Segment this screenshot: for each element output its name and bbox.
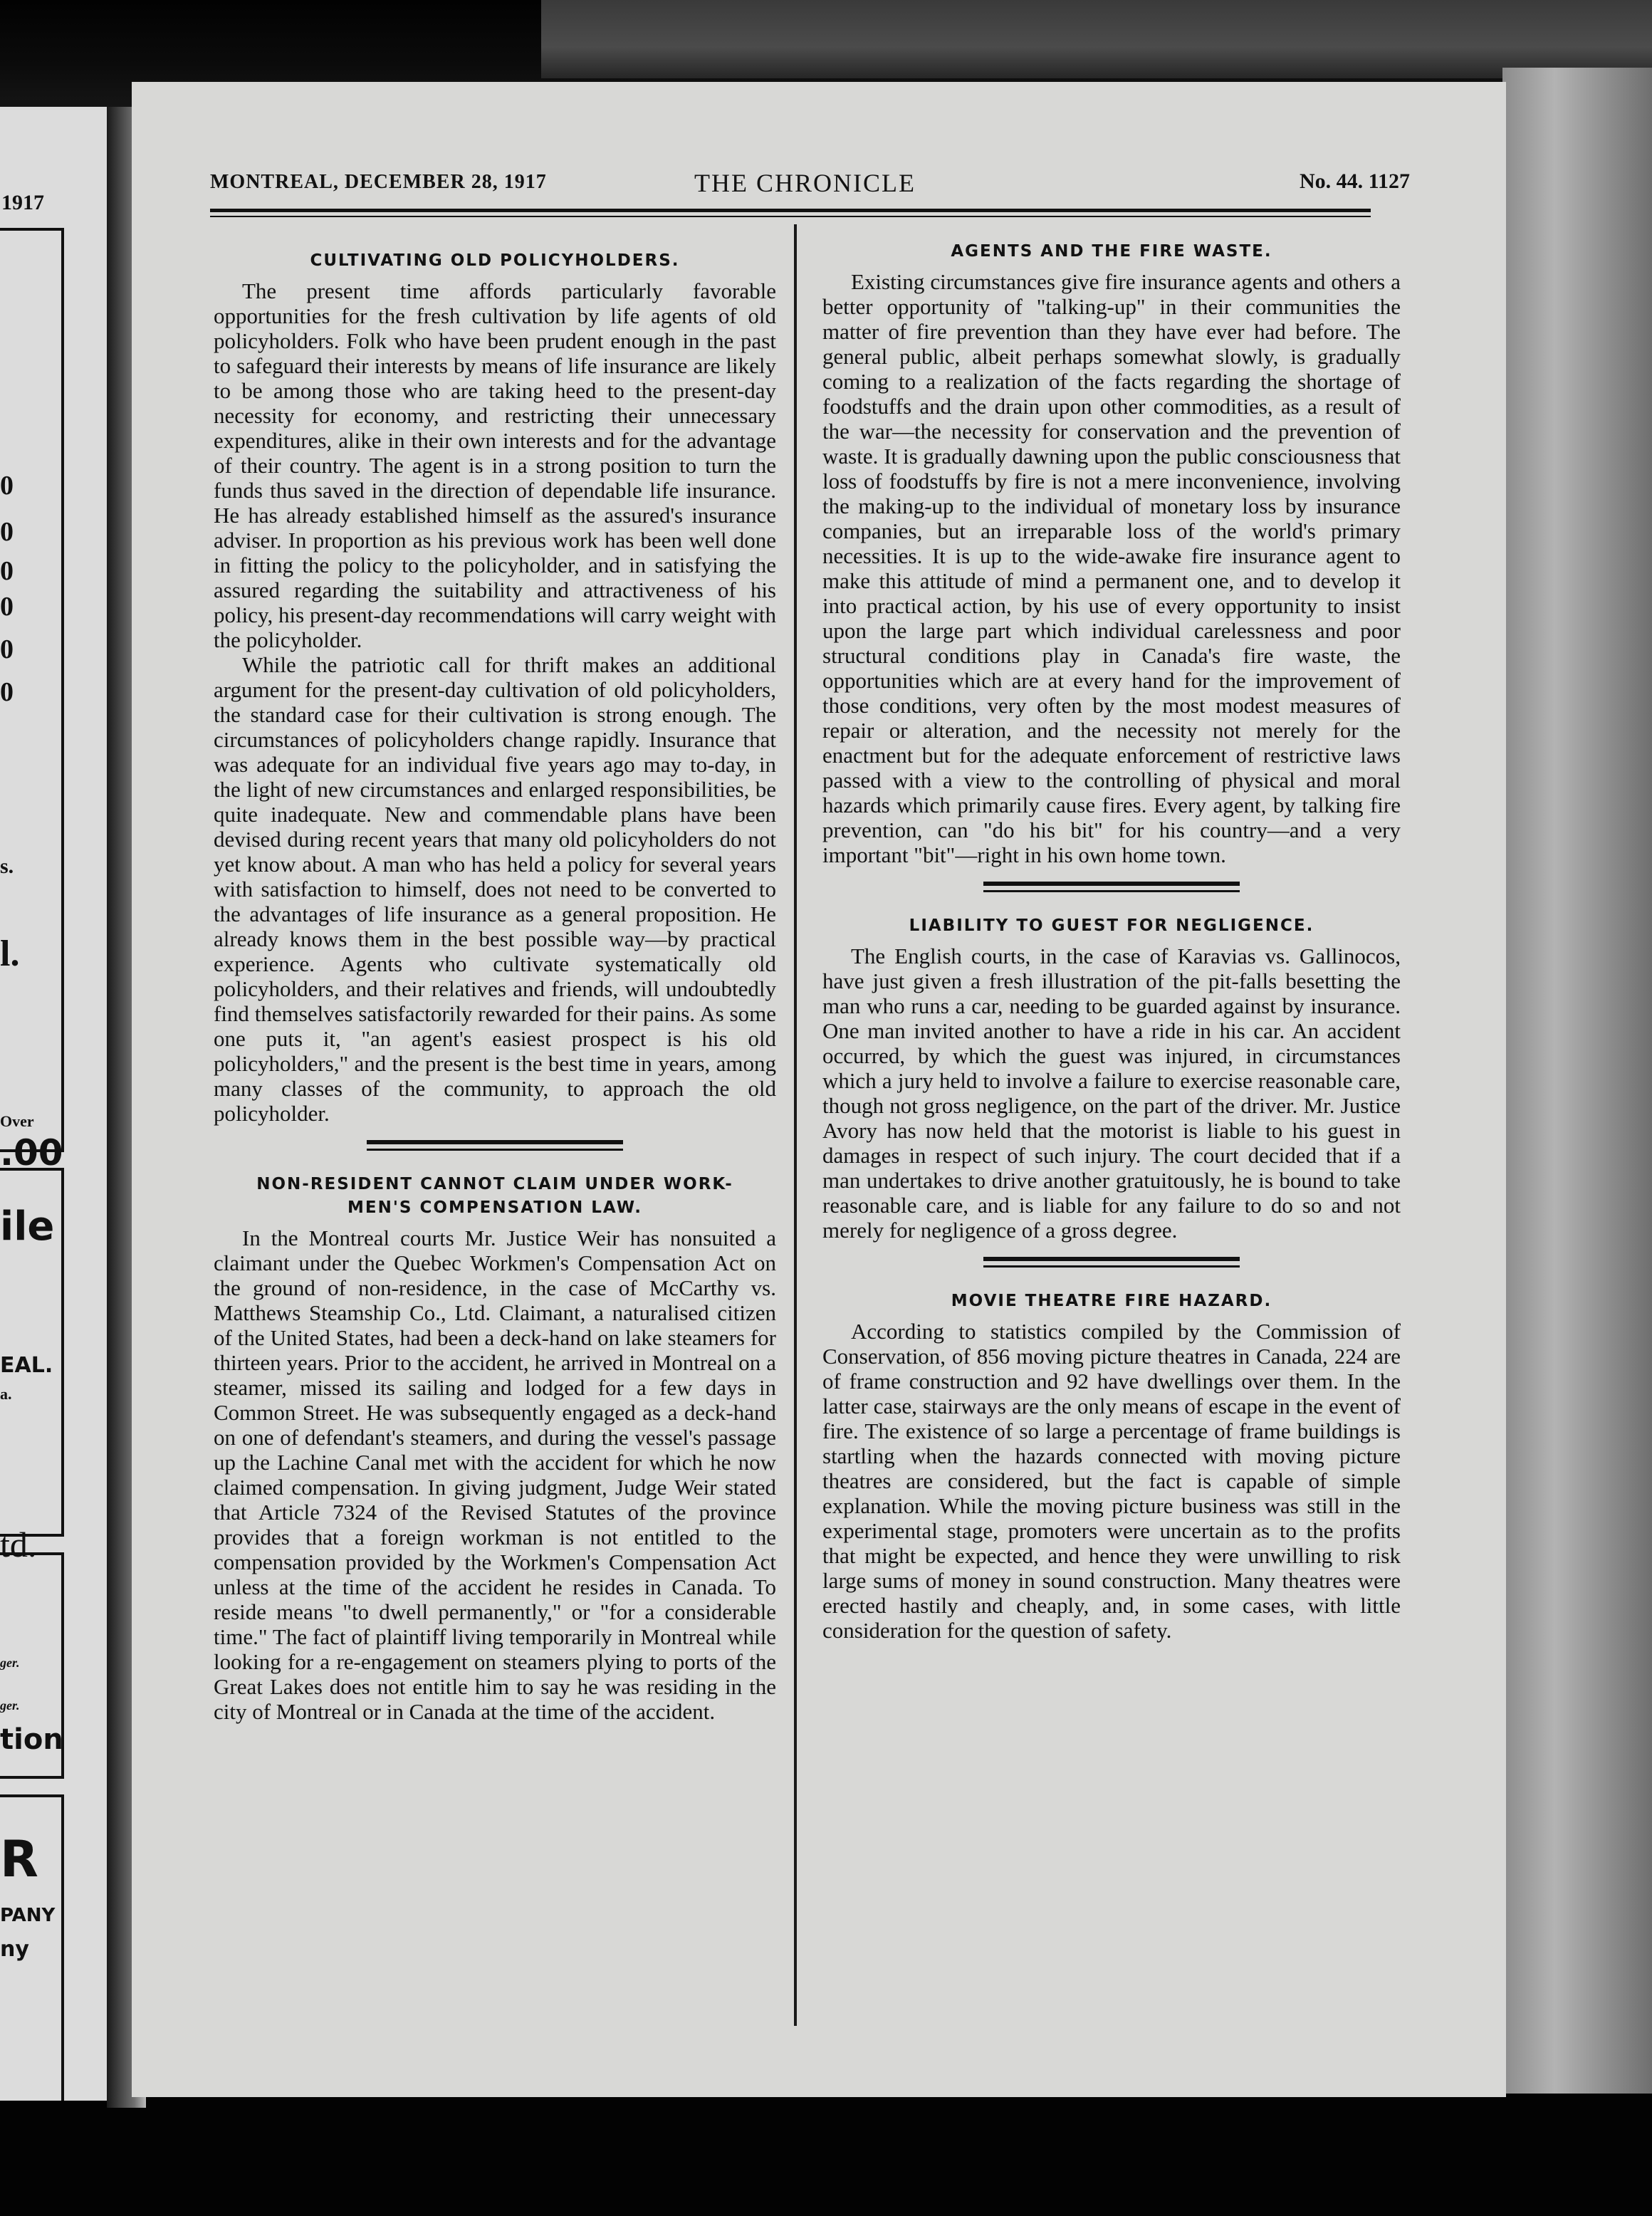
article-separator (983, 1255, 1240, 1271)
scan-bottom-border (0, 2094, 1652, 2216)
article-paragraph: The present time affords particularly favorable opportunities for the fresh cultivation by life agents of old policyholders. Folk who have been prudent enough in the past to safeguard their interests by means of life insurance are likely to be among those who are taking heed to the present-day necessity for economy, and restricting their unnecessary expenditures, alike in their own interests and for the advantage of their country. The agent is in a strong position to turn the funds thus saved in the direction of dependable life insurance. He has already established himself as the assured's insurance adviser. In proportion as his previous work has been well done in fitting the policy to the policyholder, and in satisfying the assured regarding the suitability and attractiveness of his policy, his present-day recommendations will carry weight with the policyholder. (214, 278, 777, 652)
ad-fragment: PANY (0, 1905, 56, 1926)
article-paragraph: According to statistics compiled by the Commission of Conservation, of 856 moving picture theatres in Canada, 224 are of frame construction and 92 have dwellings over them. In the latter case, stairways are the only means of escape in the event of fire. The existence of so large a percentage of frame buildings is startling when the hazards connected with moving picture theatres are considered, but the fact is capable of simple explanation. While the moving picture business was still in the experimental stage, promoters were uncertain as to the profits that might be expected, and hence they were unwilling to risk large sums of money in sound construction. Many theatres were erected hastily and cheaply, and, in some cases, with little consideration for the question of safety. (822, 1319, 1401, 1643)
ad-fragment: 0 (0, 556, 14, 586)
book-cover-edge (1502, 68, 1652, 2097)
article-paragraph: The English courts, in the case of Karavias vs. Gallinocos, have just given a fresh illustration of the pit-falls besetting the man who runs a car, needing to be guarded against by insurance. One man invited another to have a ride in his car. An accident occurred, by which the guest was injured, in circumstances which a jury held to involve a failure to exercise reasonable care, though not gross negligence, on the part of the driver. Mr. Justice Avory has now held that the motorist is liable to his guest in damages in respect of such injury. The court decided that if a man undertakes to drive another gratuitously, he is bound to take reasonable care, and is liable for any failure to do so and not merely for negligence of a gross degree. (822, 944, 1401, 1243)
ad-fragment: R (0, 1830, 38, 1888)
article-separator (367, 1139, 623, 1154)
ad-fragment: ger. (0, 1698, 20, 1713)
facing-page-fragment (0, 107, 117, 2101)
ad-fragment: l. (0, 934, 20, 974)
ad-fragment: 0 (0, 517, 14, 547)
article-title-non-resident-line2: MEN'S COMPENSATION LAW. (347, 1198, 642, 1217)
article-title-cultivating: CULTIVATING OLD POLICYHOLDERS. (310, 251, 680, 270)
ad-fragment: 0 (0, 677, 14, 707)
ad-fragment: 0 (0, 471, 14, 501)
book-top-edge (541, 0, 1652, 78)
article-separator (983, 880, 1240, 896)
column-rule (794, 224, 797, 2026)
ad-fragment: td. (0, 1525, 37, 1564)
ad-fragment: tion (0, 1723, 63, 1756)
header-rule (210, 209, 1371, 212)
article-title-movie-theatre: MOVIE THEATRE FIRE HAZARD. (951, 1292, 1272, 1310)
ad-fragment: a. (0, 1385, 12, 1403)
page-header (210, 171, 1513, 199)
ad-fragment: 0 (0, 592, 14, 622)
header-dateline: MONTREAL, DECEMBER 28, 1917 (210, 171, 547, 193)
ad-fragment: s. (0, 854, 14, 878)
facing-page-year: 1917 (1, 191, 44, 214)
header-issue-page: No. 44. 1127 (1300, 169, 1411, 193)
ad-fragment: .00 (0, 1132, 63, 1174)
newspaper-page (132, 82, 1506, 2097)
ad-fragment: Over (0, 1112, 34, 1130)
article-title-non-resident: NON-RESIDENT CANNOT CLAIM UNDER WORK- (256, 1175, 733, 1193)
header-rule (210, 216, 1371, 217)
header-title: THE CHRONICLE (694, 169, 916, 197)
article-paragraph: While the patriotic call for thrift makes an additional argument for the present-day cultivation of old policyholders, the standard case for their cultivation is strong enough. The circumstances of policyholders change rapidly. Insurance that was adequate for an individual five years ago may to-day, in the light of new circumstances and enlarged responsibilities, be quite inadequate. New and commendable plans have been devised during recent years that many old policyholders do not yet know about. A man who has held a policy for several years with satisfaction to himself, does not need to be converted to the advantages of life insurance as a general proposition. He already knows them in the best possible way—by practical experience. Agents who cultivate systematically old policyholders, and their relatives and friends, will undoubtedly find themselves satisfactorily rewarded for their pains. As some one puts it, "an agent's easiest prospect is his old policyholders," and the present is the best time in years, among many classes of the community, to approach the old policyholder. (214, 652, 776, 1126)
ad-fragment: EAL. (0, 1353, 53, 1378)
article-paragraph: In the Montreal courts Mr. Justice Weir has nonsuited a claimant under the Quebec Workmen's Compensation Act on the ground of non-residence, in the case of McCarthy vs. Matthews Steamship Co., Ltd. Claimant, a naturalised citizen of the United States, had been a deck-hand on lake steamers for thirteen years. Prior to the accident, he arrived in Montreal on a steamer, missed its sailing and lodged for a few days in Common Street. He was subsequently engaged as a deck-hand on one of defendant's steamers, and during the vessel's passage up the Lachine Canal met with the accident for which he now claimed compensation. In giving judgment, Judge Weir stated that Article 7324 of the Revised Statutes of the province provides that a foreign workman is not entitled to the compensation provided by the Workmen's Compensation Act unless at the time of the accident he resides in Canada. To reside means "to dwell permanently," or "for a considerable time." The fact of plaintiff living temporarily in Montreal while looking for a re-engagement on steamers plying to ports of the Great Lakes does not entitle him to say he was residing in the city of Montreal or in Canada at the time of the accident. (214, 1225, 776, 1724)
ad-fragment: ger. (0, 1656, 20, 1670)
article-paragraph: Existing circumstances give fire insurance agents and others a better opportunity of "talking-up" in their communities the matter of fire prevention than they have ever had before. The general public, albeit perhaps somewhat slowly, is gradually coming to a realization of the facts regarding the shortage of foodstuffs and the drain upon other commodities, as a result of the war—the necessity for conservation and the prevention of waste. It is gradually dawning upon the public consciousness that loss of foodstuffs by fire is not a mere inconvenience, involving the making-up to the individual of monetary loss by insurance companies, but an irreparable loss of the world's primary necessities. It is up to the wide-awake fire insurance agent to make this attitude of mind a permanent one, and to develop it into practical action, by his use of every opportunity to insist upon the large part which individual carelessness and poor structural conditions play in Canada's fire waste, the opportunities which are at every hand for the improvement of those conditions, very often by the most modest measures of repair or alteration, and the necessity not merely for the enactment but for the adequate enforcement of restrictive laws passed with a view to the controlling of physical and moral hazards which primarily cause fires. Every agent, by talking fire prevention, can "do his bit" for his country—and a very important "bit"—right in his own home town. (822, 269, 1401, 867)
article-title-liability: LIABILITY TO GUEST FOR NEGLIGENCE. (909, 916, 1314, 935)
article-title-fire-waste: AGENTS AND THE FIRE WASTE. (951, 242, 1272, 261)
ad-fragment: ile (0, 1203, 55, 1250)
left-column (214, 249, 776, 1724)
ad-fragment: ny (0, 1937, 29, 1962)
ad-fragment: 0 (0, 634, 14, 664)
right-column (822, 240, 1401, 1643)
